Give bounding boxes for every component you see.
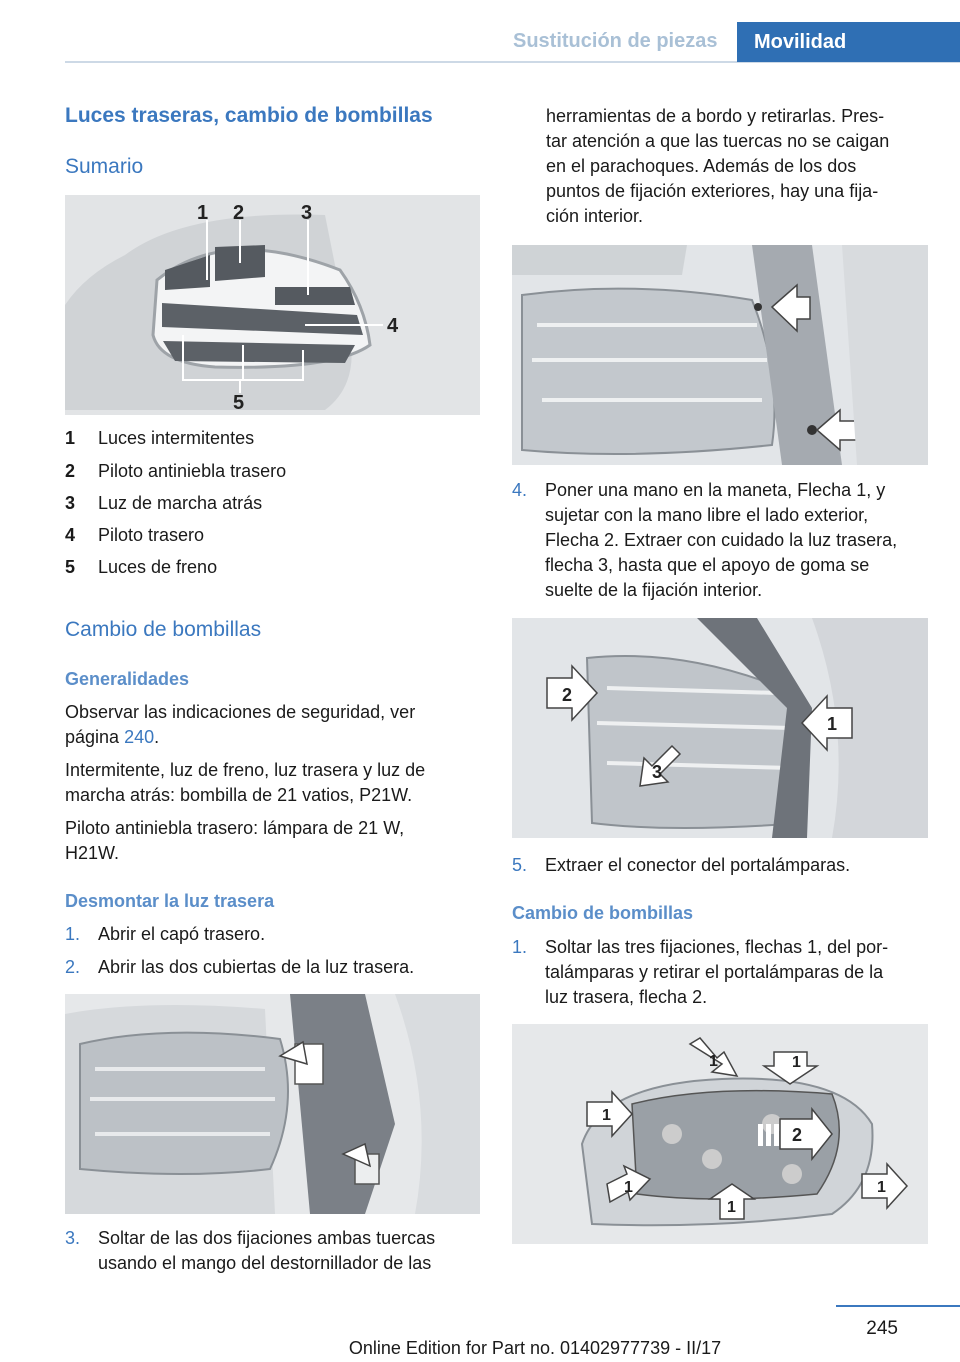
legend-item xyxy=(65,525,204,546)
bulb-spec-line-2: marcha atrás: bombilla de 21 vatios, P21W. xyxy=(65,785,413,805)
step-text xyxy=(98,1226,480,1276)
remove-heading: Desmontar la luz trasera xyxy=(65,891,275,911)
step-num: 2. xyxy=(65,957,81,977)
step-text xyxy=(545,935,932,1010)
fig5-callout-1: 1 xyxy=(602,1107,611,1124)
bulb-change-heading: Cambio de bombillas xyxy=(65,618,262,641)
step-num: 1. xyxy=(65,924,81,944)
fog-spec-line-1: Piloto antiniebla trasero: lámpara de 21 W, xyxy=(65,818,405,838)
step-item-change-1 xyxy=(512,935,932,1010)
fig5-callout-1: 1 xyxy=(877,1179,886,1196)
section-title: Luces traseras, cambio de bombillas xyxy=(65,104,433,127)
cstep1-line: luz trasera, flecha 2. xyxy=(545,987,708,1007)
fig5-callout-2: 2 xyxy=(792,1125,803,1145)
figure-bulb-holder xyxy=(512,1024,928,1244)
step-text: Abrir las dos cubiertas de la luz trasera. xyxy=(98,957,415,977)
legend-text: Piloto antiniebla trasero xyxy=(98,461,287,481)
fig1-callout-2: 2 xyxy=(233,202,245,224)
cont-line: tar atención a que las tuercas no se caigan xyxy=(546,131,890,151)
general-heading: Generalidades xyxy=(65,669,190,689)
step-num: 1. xyxy=(512,937,528,957)
fig1-callout-3: 3 xyxy=(301,202,313,224)
fog-spec-paragraph xyxy=(65,816,404,866)
edition-note: Online Edition for Part no. 01402977739 - II/17 xyxy=(348,1338,722,1358)
figure-pull-light xyxy=(512,618,928,838)
step4-line: Flecha 2. Extraer con cuidado la luz trasera, xyxy=(545,530,898,550)
bulb-spec-paragraph xyxy=(65,758,425,808)
cstep1-line: talámparas y retirar el portalámparas de la xyxy=(545,962,884,982)
legend-text: Luces de freno xyxy=(98,557,218,577)
page-link[interactable]: 240 xyxy=(124,727,155,747)
cont-line: herramientas de a bordo y retirarlas. Pres‐ xyxy=(546,106,885,126)
fig1-callout-5: 5 xyxy=(233,392,245,414)
cont-line: en el parachoques. Además de los dos xyxy=(546,156,857,176)
fig5-callout-1: 1 xyxy=(709,1053,718,1070)
legend-num: 4 xyxy=(65,525,76,545)
safety-paragraph xyxy=(65,700,415,750)
header-chapter-label: Movilidad xyxy=(754,30,847,53)
step3-line-1: Soltar de las dos fijaciones ambas tuercas xyxy=(98,1228,436,1248)
step-text xyxy=(545,478,932,603)
legend-text: Piloto trasero xyxy=(98,525,205,545)
page-number: 245 xyxy=(866,1318,898,1339)
step4-line: suelte de la fijación interior. xyxy=(545,580,763,600)
fig5-callout-1: 1 xyxy=(792,1054,801,1071)
safety-line-2-prefix: página xyxy=(65,727,125,747)
legend-num: 3 xyxy=(65,493,76,513)
figure-nut-removal xyxy=(512,245,928,465)
legend-num: 2 xyxy=(65,461,76,481)
figure-taillight-overview xyxy=(65,195,480,415)
step-num: 3. xyxy=(65,1228,81,1248)
cstep1-line: Soltar las tres fijaciones, flechas 1, del por‐ xyxy=(545,937,889,957)
fig1-callout-1: 1 xyxy=(197,202,209,224)
step-item-4 xyxy=(512,478,932,603)
legend-num: 1 xyxy=(65,428,76,448)
legend-item xyxy=(65,428,254,449)
step-text: Extraer el conector del portalámparas. xyxy=(545,855,851,875)
fig4-callout-1: 1 xyxy=(827,714,838,734)
fig4-callout-2: 2 xyxy=(562,685,573,705)
fog-spec-line-2: H21W. xyxy=(65,843,120,863)
legend-text: Luz de marcha atrás xyxy=(98,493,263,513)
step-num: 5. xyxy=(512,855,528,875)
step4-line: Poner una mano en la maneta, Flecha 1, y xyxy=(545,480,886,500)
legend-item xyxy=(65,557,217,578)
fig5-callout-1: 1 xyxy=(624,1179,633,1196)
legend-item xyxy=(65,493,262,514)
step-num: 4. xyxy=(512,480,528,500)
step3-continued xyxy=(546,104,889,229)
bulb-spec-line-1: Intermitente, luz de freno, luz trasera y luz de xyxy=(65,760,426,780)
header-chapter-tab xyxy=(737,22,960,62)
cont-line: ción interior. xyxy=(546,206,644,226)
change-bulb-heading: Cambio de bombillas xyxy=(512,903,694,923)
step-item-3 xyxy=(65,1226,480,1276)
step3-line-2: usando el mango del destornillador de las xyxy=(98,1253,432,1273)
legend-item xyxy=(65,461,286,482)
step-item xyxy=(65,922,480,947)
step-item-5 xyxy=(512,853,932,878)
cont-line: puntos de fijación exteriores, hay una fija‐ xyxy=(546,181,879,201)
legend-num: 5 xyxy=(65,557,76,577)
step-item xyxy=(65,955,480,980)
safety-line-2-suffix: . xyxy=(154,727,160,747)
fig4-callout-3: 3 xyxy=(652,762,663,782)
safety-line-1: Observar las indicaciones de seguridad, ver xyxy=(65,702,416,722)
step4-line: sujetar con la mano libre el lado exterior, xyxy=(545,505,869,525)
step-text: Abrir el capó trasero. xyxy=(98,924,266,944)
header-section-title: Sustitución de piezas xyxy=(513,30,718,52)
legend-text: Luces intermitentes xyxy=(98,428,255,448)
step4-line: flecha 3, hasta que el apoyo de goma se xyxy=(545,555,870,575)
figure-open-covers xyxy=(65,994,480,1214)
fig1-callout-4: 4 xyxy=(387,315,399,337)
summary-heading: Sumario xyxy=(65,155,144,178)
safety-line-2 xyxy=(65,725,415,750)
fig5-callout-1: 1 xyxy=(727,1199,736,1216)
footer-rule xyxy=(836,1305,960,1307)
